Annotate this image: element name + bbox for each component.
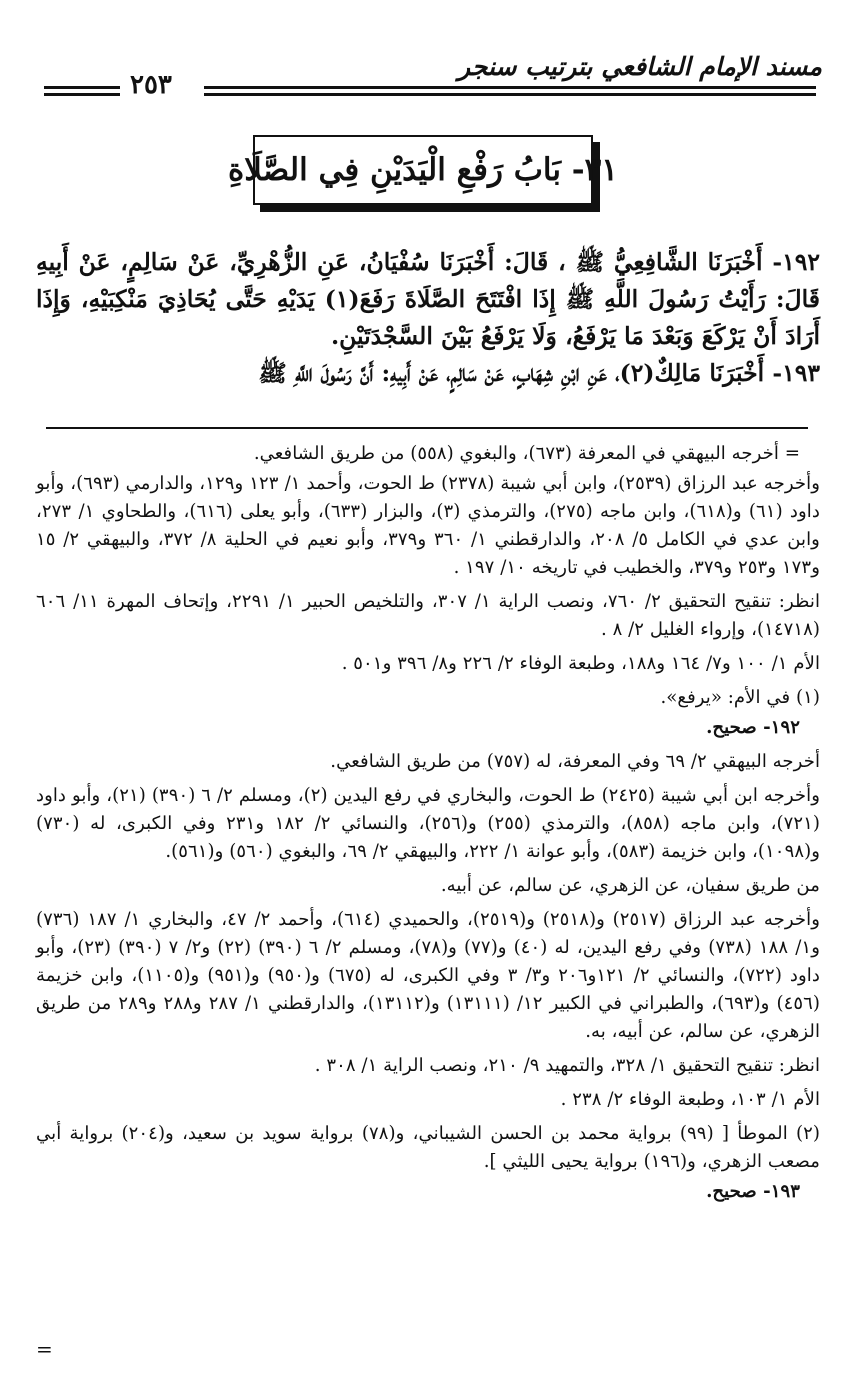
note-paragraph: انظر: تنقيح التحقيق ١/ ٣٢٨، والتمهيد ٩/ ٢١٠، ونصب الراية ١/ ٣٠٨ . bbox=[314, 1055, 820, 1076]
note-paragraph: وأخرجه عبد الرزاق (٢٥١٧) و(٢٥١٨) و(٢٥١٩)، والحميدي (٦١٤)، وأحمد ٢/ ٤٧، والبخاري ١/ ١٨٧ (٧٣٦) و١/ ١٨٨ (٧٣٨) وفي رفع اليدين، له (٤٠) و(٧٧) و(٧٨)، ومسلم ٢/ ٦ (٣٩٠) (٢٢) و٢/ ٧ (٣٩٠) (٢٣)، وأبو داود (٧٢٢)، والنسائي ٢/ ١٢١و٢٠٦ و٣/ ٣ وفي الكبرى، له (٦٧٥) و(٩٥٠) و(٩٥١) و(١١٠٥)، وابن خزيمة (٤٥٦) و(٦٩٣)، والطبراني في الكبير ١٢/ (١٣١١١) و(١٣١١٢)، والدارقطني ١/ ٢٨٧ و٢٨٨ و٢٨٩ من طريق الزهري، عن سالم، عن أبيه، به. bbox=[36, 909, 820, 1042]
note-paragraph: = أخرجه البيهقي في المعرفة (٦٧٣)، والبغوي (٥٥٨) من طريق الشافعي. bbox=[253, 443, 800, 464]
running-title: مسند الإمام الشافعي بترتيب سنجر bbox=[458, 52, 822, 81]
note-paragraph: انظر: تنقيح التحقيق ٢/ ٧٦٠، ونصب الراية ١/ ٣٠٧، والتلخيص الحبير ١/ ٢٢٩١، وإتحاف المهرة ١١/ ٦٠٦ (١٤٧١٨)، وإرواء الغليل ٢/ ٨ . bbox=[36, 591, 821, 640]
footnotes bbox=[36, 440, 820, 1208]
hadith-192: ١٩٢- أَخْبَرَنَا الشَّافِعِيُّ ﷺ ، قَالَ: أَخْبَرَنَا سُفْيَانُ، عَنِ الزُّهْرِيِّ، عَنْ سَالِمٍ، عَنْ أَبِيهِ قَالَ: رَأَيْتُ رَسُولَ اللَّهِ ﷺ إِذَا افْتَتَحَ الصَّلَاةَ رَفَعَ(١) يَدَيْهِ حَتَّى يُحَاذِيَ مَنْكِبَيْهِ، وَإِذَا أَرَادَ أَنْ يَرْكَعَ وَبَعْدَ مَا يَرْفَعُ، وَلَا يَرْفَعُ بَيْنَ السَّجْدَتَيْنِ. bbox=[36, 248, 820, 350]
header-rule bbox=[44, 86, 120, 89]
footnote-2: (٢) الموطأ [ (٩٩) برواية محمد بن الحسن الشيباني، و(٧٨) برواية سويد بن سعيد، و(٢٠٤) برواية أبي مصعب الزهري، و(١٩٦) برواية يحيى الليثي ]. bbox=[36, 1123, 821, 1172]
page-number: ٢٥٣ bbox=[130, 70, 172, 100]
footnote-separator bbox=[46, 427, 808, 429]
chapter-heading-box bbox=[228, 135, 618, 205]
note-paragraph: أخرجه البيهقي ٢/ ٦٩ وفي المعرفة، له (٧٥٧) من طريق الشافعي. bbox=[330, 751, 820, 772]
continuation-mark: = bbox=[36, 1337, 53, 1361]
note-paragraph: من طريق سفيان، عن الزهري، عن سالم، عن أبيه. bbox=[440, 875, 820, 896]
header-rule bbox=[44, 93, 120, 96]
takhrij-heading-192: ١٩٢- صحيح. bbox=[706, 717, 800, 738]
footnote-1: (١) في الأم: «يرفع». bbox=[660, 687, 820, 708]
header-rule bbox=[204, 93, 816, 96]
note-paragraph: الأم ١/ ١٠٠ و٧/ ١٦٤ و١٨٨، وطبعة الوفاء ٢/ ٢٢٦ و٨/ ٣٩٦ و٥٠١ . bbox=[341, 653, 820, 674]
hadith-193: ١٩٣- أَخْبَرَنَا مَالِكٌ(٢)، عَنِ ابْنِ شِهَابٍ، عَنْ سَالِمٍ، عَنْ أَبِيهِ: أَنَّ رَسُولَ اللَّهِ ﷺ bbox=[258, 359, 820, 387]
main-hadith-text bbox=[36, 244, 820, 392]
chapter-title: ٣١- بَابُ رَفْعِ الْيَدَيْنِ فِي الصَّلَاةِ bbox=[228, 152, 618, 188]
note-paragraph: وأخرجه عبد الرزاق (٢٥٣٩)، وابن أبي شيبة (٢٣٧٨) ط الحوت، وأحمد ١/ ١٢٣ و١٢٩، والدارمي (٦٩٣)، وأبو داود (٦١) و(٦١٨)، وابن ماجه (٢٧٥)، والترمذي (٣)، والبزار (٦٣٣)، وأبو يعلى (٦١٦)، والطحاوي ١/ ٢٧٣، وابن عدي في الكامل ٥/ ٢٠٨، والدارقطني ١/ ٣٦٠ و٣٧٩، وأبو نعيم في الحلية ٨/ ٣٧٢، والبيهقي ٢/ ١٥ و١٧٣ و٢٥٣ و٣٧٩، والخطيب في تاريخه ١٠/ ١٩٧ . bbox=[36, 473, 821, 578]
header-rule bbox=[204, 86, 816, 89]
takhrij-heading-193: ١٩٣- صحيح. bbox=[706, 1181, 800, 1202]
note-paragraph: الأم ١/ ١٠٣، وطبعة الوفاء ٢/ ٢٣٨ . bbox=[560, 1089, 820, 1110]
note-paragraph: وأخرجه ابن أبي شيبة (٢٤٢٥) ط الحوت، والبخاري في رفع اليدين (٢)، ومسلم ٢/ ٦ (٣٩٠) (٢١)، وأبو داود (٧٢١)، وابن ماجه (٨٥٨)، والترمذي (٢٥٥) و(٢٥٦)، والنسائي ٢/ ١٨٢ و٢٣١ وفي الكبرى، له (٧٣٠) و(١٠٩٨)، وابن خزيمة (٥٨٣)، وأبو عوانة ١/ ٢٢٢، والبيهقي ٢/ ٦٩، والبغوي (٥٦٠) و(٥٦١). bbox=[36, 785, 820, 862]
